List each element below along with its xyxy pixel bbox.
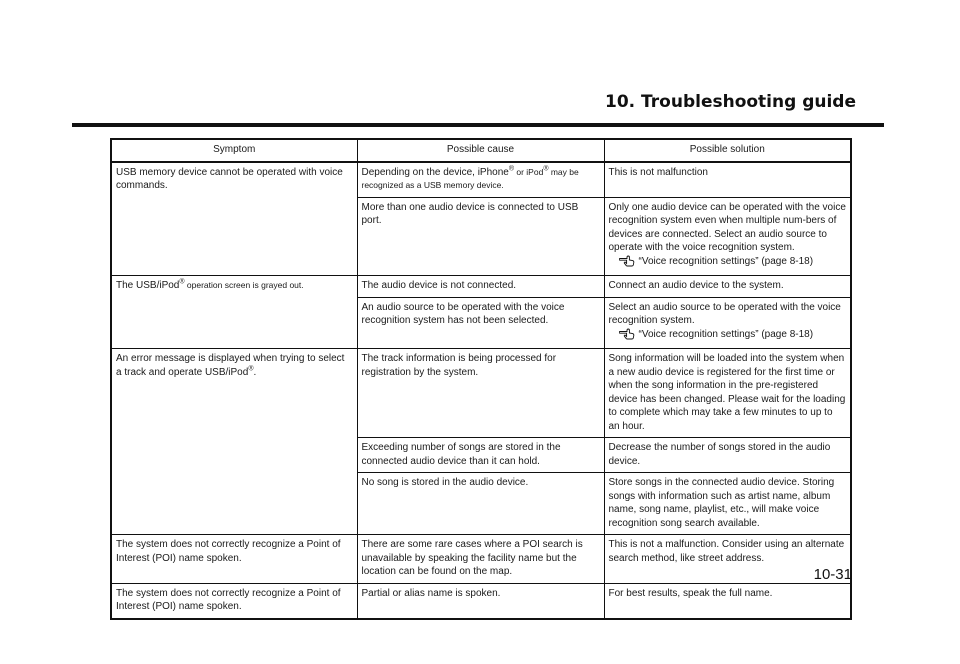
header-symptom: Symptom: [111, 139, 357, 162]
troubleshooting-table: [110, 138, 852, 620]
solution-text: Store songs in the connected audio device. Storing songs with information such as artist name, album name, song name, playlist, etc., will make voice recognition song search available.: [608, 477, 835, 529]
cause-text: Exceeding number of songs are stored in the connected audio device than it can hold.: [361, 442, 561, 467]
header-rule: [72, 123, 884, 127]
symptom-cell: [111, 276, 357, 349]
cause-cell: [357, 438, 604, 473]
cause-cell: [357, 473, 604, 535]
solution-text: Only one audio device can be operated with the voice recognition system even when multiple num-bers of devices are connected. Select an audio source to operate with the voice recognition system.: [608, 201, 846, 253]
cause-text: More than one audio device is connected to USB port.: [361, 201, 579, 226]
symptom-cell: [111, 162, 357, 276]
table-row: [111, 162, 851, 198]
cause-cell: [357, 583, 604, 619]
symptom-cell: [111, 535, 357, 584]
cause-text: The track information is being processed for registration by the system.: [361, 353, 557, 378]
cause-cell: [357, 197, 604, 276]
cause-cell: [357, 349, 604, 438]
cause-text: Depending on the device, iPhone: [361, 166, 509, 178]
header-solution: Possible solution: [604, 139, 851, 162]
solution-cell: [604, 297, 851, 349]
table-header-row: [111, 139, 851, 162]
solution-cell: [604, 473, 851, 535]
solution-text: Select an audio source to be operated with the voice recognition system.: [608, 301, 841, 326]
registered-mark: ®: [543, 165, 549, 173]
table-row: [111, 535, 851, 584]
cause-text-small: may be recognized as a USB memory device.: [361, 166, 579, 190]
hand-pointer-icon: [619, 255, 635, 272]
symptom-text: The system does not correctly recognize a Point of Interest (POI) name spoken.: [116, 539, 341, 564]
cause-text: No song is stored in the audio device.: [361, 477, 529, 488]
registered-mark: ®: [248, 365, 254, 373]
symptom-text: An error message is displayed when trying to select a track and operate USB/iPod: [116, 353, 345, 378]
solution-cell: [604, 162, 851, 198]
cause-text: Partial or alias name is spoken.: [361, 587, 501, 599]
solution-text: This is not malfunction: [608, 166, 708, 178]
symptom-text: The USB/iPod: [116, 280, 180, 291]
symptom-text-small: operation screen is grayed out.: [184, 280, 304, 290]
reference-link[interactable]: [609, 328, 847, 345]
symptom-cell: [111, 349, 357, 535]
solution-text: Song information will be loaded into the system when a new audio device is registered for the first time or when the song information in the pre-registered device has been changed. Please wait for the loading to complete which may take a few minutes to up to an hour.: [608, 353, 846, 432]
cause-text: The audio device is not connected.: [361, 280, 517, 291]
solution-cell: [604, 583, 851, 619]
cause-cell: [357, 535, 604, 584]
registered-mark: ®: [179, 278, 185, 286]
symptom-text: The system does not correctly recognize a Point of Interest (POI) name spoken.: [116, 587, 341, 612]
solution-text: Connect an audio device to the system.: [608, 280, 784, 291]
reference-text: “Voice recognition settings” (page 8-18): [638, 255, 814, 267]
header-cause: Possible cause: [357, 139, 604, 162]
symptom-text: USB memory device cannot be operated with voice commands.: [116, 166, 343, 191]
cause-text: An audio source to be operated with the voice recognition system has not been selected.: [361, 301, 565, 326]
solution-text: For best results, speak the full name.: [608, 587, 773, 599]
reference-link[interactable]: [609, 255, 847, 272]
hand-pointer-icon: [619, 328, 635, 345]
solution-cell: [604, 197, 851, 276]
solution-cell: [604, 438, 851, 473]
solution-text: Decrease the number of songs stored in the audio device.: [608, 442, 831, 467]
table-row: [111, 583, 851, 619]
solution-text: This is not a malfunction. Consider using an alternate search method, like street address.: [608, 539, 845, 564]
chapter-title: 10. Troubleshooting guide: [605, 92, 856, 112]
table-row: [111, 349, 851, 438]
symptom-text: .: [253, 366, 257, 378]
symptom-cell: [111, 583, 357, 619]
page-number: 10-31: [813, 566, 852, 583]
cause-cell: [357, 162, 604, 198]
cause-cell: [357, 276, 604, 298]
solution-cell: [604, 276, 851, 298]
registered-mark: ®: [508, 165, 515, 173]
cause-text: There are some rare cases where a POI search is unavailable by speaking the facility name but the location can be found on the map.: [361, 539, 583, 577]
cause-text-small: or iPod: [514, 166, 544, 177]
table-row: [111, 276, 851, 298]
reference-text: “Voice recognition settings” (page 8-18): [638, 328, 814, 340]
cause-cell: [357, 297, 604, 349]
solution-cell: [604, 349, 851, 438]
